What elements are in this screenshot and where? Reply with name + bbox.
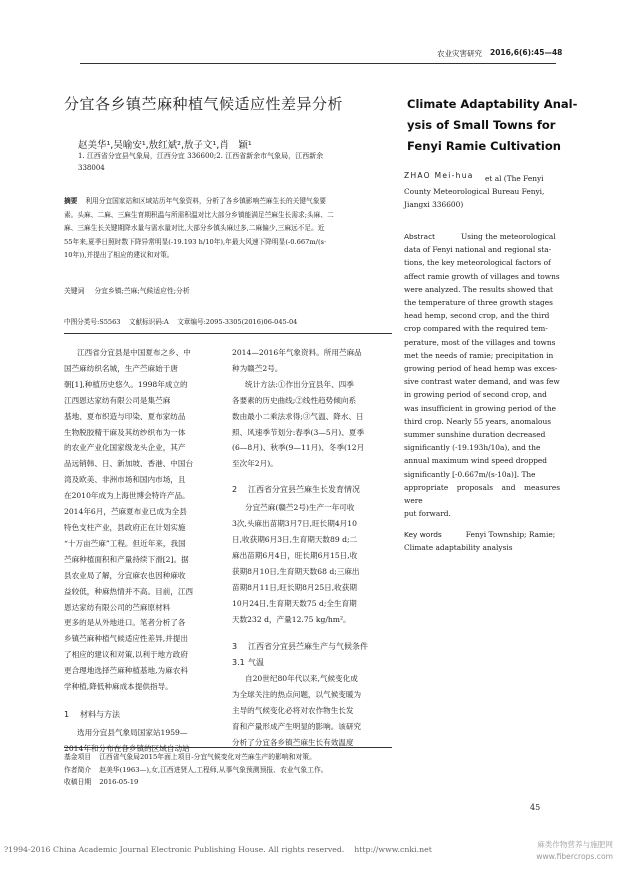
title-cn: 分宜各乡镇苎麻种植气候适应性差异分析	[64, 95, 344, 113]
affiliation-line: 1. 江西省分宜县气象局，江西分宜 336600;2. 江西省新余市气象局，江西新余	[78, 152, 324, 160]
title-en-line: Climate Adaptability Anal-	[407, 97, 578, 111]
footnote-text: 2016-05-19	[99, 778, 139, 787]
abstract-cn-line: 利用分宜国家站和区域站历年气象资料，分析了各乡镇影响苎麻生长的关键气象要	[85, 197, 327, 205]
section-number: 1	[64, 709, 70, 719]
abstract-en-line: the temperature of three growth stages	[404, 298, 553, 308]
abstract-en-line: in growing period of second crop, and	[404, 390, 547, 400]
page-number: 45	[530, 803, 541, 812]
abstract-en-line: affect ramie growth of villages and towns	[404, 271, 560, 281]
abstract-cn-line: 10年)),并提出了相应的建议和对策。	[64, 251, 174, 260]
body-line: 10月24日,生育期天数75 d;全生育期	[232, 598, 357, 608]
body-line: 各要素的历史曲线;②线性趋势倾向系	[232, 395, 357, 405]
section-heading-1	[64, 707, 222, 723]
section-title: 气温	[248, 658, 264, 668]
body-line: 分宜苎麻(赣苎2号)生产一年可收	[245, 503, 355, 513]
footnote-text: 赵美华(1963—),女,江西进贤人,工程师,从事气象预测预报、农业气象工作。	[99, 765, 328, 774]
abstract-en-line: significantly (-19.193h/10a), and the	[404, 443, 541, 453]
header-rule	[80, 63, 556, 64]
abstract-en-label: Abstract	[404, 232, 436, 241]
body-line: 获期8月10日,生育期天数68 d;三麻出	[232, 566, 360, 576]
affiliation-line: 338004	[78, 164, 105, 173]
footnote-label: 收稿日期	[64, 778, 92, 787]
keywords-en-text: Fenyi Township; Ramie;	[465, 530, 556, 539]
body-line: 主导的气候变化必将对农作物生长发	[232, 706, 354, 716]
body-line: 的农业产业化国家级龙头企业，其产	[64, 443, 186, 453]
body-line: 县农业局了解，分宜麻农也因种麻收	[64, 570, 186, 580]
section-heading-3-1	[232, 655, 392, 671]
keywords-en	[404, 528, 560, 554]
section-number: 3.1	[232, 658, 245, 668]
body-line: 在2010年成为上海世博会特许产品。	[64, 491, 190, 501]
abstract-rule	[64, 333, 392, 334]
journal-issue: 2016,6(6):45—48	[490, 48, 563, 57]
body-line: 基地、夏布织造与印染、夏布家纺品	[64, 411, 186, 421]
section-number: 2	[232, 485, 238, 495]
body-line: 特色支柱产业，县政府正在计划实施	[64, 522, 186, 532]
abstract-en-line: data of Fenyi national and regional sta-	[404, 245, 552, 255]
title-en	[407, 94, 577, 157]
section-heading-3	[232, 639, 392, 655]
keywords-cn-text: 分宜乡镇;苎麻;气候适应性;分析	[94, 287, 190, 295]
body-line: 苗期8月11日,旺长期8月25日,收获期	[232, 582, 357, 592]
watermark	[505, 839, 613, 863]
footnote-label: 基金项目	[64, 753, 92, 761]
footnote-text: 江西省气象局2015年面上项目-分宜气候变化对苎麻生产的影响和对策。	[99, 753, 316, 761]
body-line: 乡镇苎麻种植气候适应性差异,并提出	[64, 634, 188, 644]
abstract-cn-line: 素。头麻、二麻、三麻生育期积温与所需积温对比大部分乡镇能满足苎麻生长需求;头麻、二	[64, 210, 334, 219]
authors-cn: 赵美华¹,吴喻安¹,敖红斌²,敖子文¹,肖 颖¹	[78, 140, 252, 151]
abstract-en-line: met the needs of ramie; precipitation in	[404, 350, 554, 360]
body-line: 学种植,降低种麻成本提供指导。	[64, 682, 173, 692]
body-line: 麻出苗期6月4日，旺长期6月15日,收	[232, 550, 358, 560]
title-en-line: ysis of Small Towns for	[407, 118, 556, 132]
body-line: 至次年2月)。	[232, 459, 278, 469]
affiliation-en-line: Jiangxi 336600)	[404, 200, 464, 210]
body-line: 生物脱胶精干麻及其纺纱织布为一体	[64, 427, 186, 437]
body-line: 为全球关注的热点问题，以气候变暖为	[232, 690, 362, 700]
abstract-cn-label: 摘要	[64, 197, 78, 205]
body-line: 2014年和分布在各乡镇的区域自动站	[64, 743, 190, 753]
section-number: 3	[232, 642, 238, 652]
title-en-line: Fenyi Ramie Cultivation	[407, 139, 561, 153]
footnote-rule	[64, 747, 392, 748]
body-line: 数由最小二乘法求得;③气温、降水、日	[232, 411, 364, 421]
body-line: 选用分宜县气象局国家站1959—	[77, 727, 188, 737]
body-line: 了相应的建议和对策,以利于地方政府	[64, 650, 188, 660]
author-en: ZHAO Mei-hua	[404, 171, 474, 180]
body-line: “十万亩苎麻”工程。但近年来，我国	[64, 538, 186, 548]
body-line: 更合理地选择苎麻种植基地,为麻农科	[64, 666, 188, 676]
abstract-cn	[64, 195, 392, 263]
abstract-cn-line: 麻、三麻生长关键期降水量与需水量对比,大部分乡镇头麻过多,二麻偏少,三麻远不足。近	[64, 224, 325, 233]
body-line: 朝[1],种植历史悠久。1998年成立的	[64, 379, 188, 389]
body-line: 分析了分宜各乡镇苎麻生长有效温度	[232, 737, 354, 747]
body-line: 照、风速季节划分:春季(3—5月)、夏季	[232, 427, 365, 437]
body-line: 日,收获期6月3日,生育期天数89 d;二	[232, 534, 358, 544]
abstract-en-line: put forward.	[404, 509, 451, 519]
footnotes	[64, 751, 394, 789]
watermark-line: www.fibercrops.com	[536, 852, 613, 861]
affiliation-en-line: County Meteorological Bureau Fenyi,	[404, 187, 545, 197]
journal-name: 农业灾害研究	[437, 49, 482, 58]
keywords-cn-label: 关键词	[64, 287, 85, 295]
body-line: 种为赣苎2号。	[232, 363, 283, 373]
abstract-en-line: crop compared with the required tem-	[404, 324, 548, 334]
body-line: 湾及欧美、非洲市场和国内市场，且	[64, 475, 186, 485]
body-line: 2014年6月，苎麻夏布业已成为全县	[64, 507, 187, 517]
abstract-en-line: growing period of head hemp was exces-	[404, 364, 558, 374]
footer-copyright: ?1994-2016 China Academic Journal Electronic Publishing House. All rights reserved. http://www.cnki.net	[4, 845, 432, 854]
section-title: 江西省分宜县苎麻生长发育情况	[248, 485, 360, 495]
body-line: 育和产量形成产生明显的影响。该研究	[232, 721, 362, 731]
abstract-en-line: summer sunshine duration decreased	[404, 430, 546, 440]
watermark-line: 麻类作物营养与施肥网	[537, 840, 613, 849]
body-line: 国苎麻纺织名城，生产苎麻始于唐	[64, 363, 178, 373]
body-line: 江西恩达家纺有限公司是集苎麻	[64, 395, 171, 405]
body-line: 益较低，种麻热情并不高。目前，江西	[64, 586, 194, 596]
keywords-cn	[64, 285, 190, 295]
body-line: 统计方法:①作出分宜县年、四季	[245, 379, 354, 389]
abstract-cn-line: 55年来,夏季日照时数下降异常明显(-19.193 h/10年),年最大风速下降明显(-0.667m/(s·	[64, 237, 327, 246]
affiliation-en-line: et al (The Fenyi	[485, 174, 544, 183]
body-left-column	[64, 345, 222, 757]
section-title: 材料与方法	[80, 709, 120, 719]
section-heading-2	[232, 482, 392, 498]
body-line: 更多的是从外地进口。笔者分析了各	[64, 618, 186, 628]
abstract-en-line: Using the meteorological	[461, 232, 556, 241]
body-line: 恩达家纺有限公司的苎麻原材料	[64, 602, 171, 612]
keywords-en-label: Key words	[404, 530, 442, 539]
footnote-label: 作者简介	[64, 765, 92, 774]
body-line: 苎麻种植面积和产量持续下滑[2]。据	[64, 554, 189, 564]
body-line: 江西省分宜县是中国夏布之乡、中	[77, 348, 191, 357]
abstract-en-line: perature, most of the villages and towns	[404, 337, 556, 347]
abstract-en-line: third crop. Nearly 55 years, anomalous	[404, 416, 552, 426]
affiliation-en	[404, 172, 560, 212]
classification: 中图分类号:S5563 文献标识码:A 文章编号:2095-3305(2016)06-045-04	[64, 318, 298, 326]
body-line: 2014—2016年气象资料。所用苎麻品	[232, 348, 362, 357]
abstract-en-line: sive contrast water demand, and was few	[404, 377, 560, 387]
abstract-en-line: significantly [-0.667m/(s·10a)]. The	[404, 469, 536, 479]
abstract-en-line: tions, the key meteorological factors of	[404, 258, 551, 268]
abstract-en-line: appropriate proposals and measures were	[404, 482, 560, 506]
body-line: 自20世纪80年代以来,气候变化成	[245, 674, 358, 684]
abstract-en-line: was insufficient in growing period of the	[404, 403, 557, 413]
abstract-en-line: were analyzed. The results showed that	[404, 284, 553, 294]
body-line: 天数232 d，产量12.75 kg/hm²。	[232, 614, 351, 624]
affiliations-cn	[78, 150, 393, 175]
body-line: 3次,头麻出苗期3月7日,旺长期4月10	[232, 519, 357, 529]
abstract-en-line: annual maximum wind speed dropped	[404, 456, 548, 466]
body-line: 品远销韩、日、新加坡、香港、中国台	[64, 459, 194, 469]
body-right-column	[232, 345, 392, 751]
abstract-en	[404, 230, 560, 520]
abstract-en-line: head hemp, second crop, and the third	[404, 311, 550, 321]
body-line: (6—8月)、秋季(9—11月)、冬季(12月	[232, 443, 365, 453]
keywords-en-text2: Climate adaptability analysis	[404, 543, 513, 553]
section-title: 江西省分宜县苎麻生产与气候条件	[248, 642, 368, 652]
